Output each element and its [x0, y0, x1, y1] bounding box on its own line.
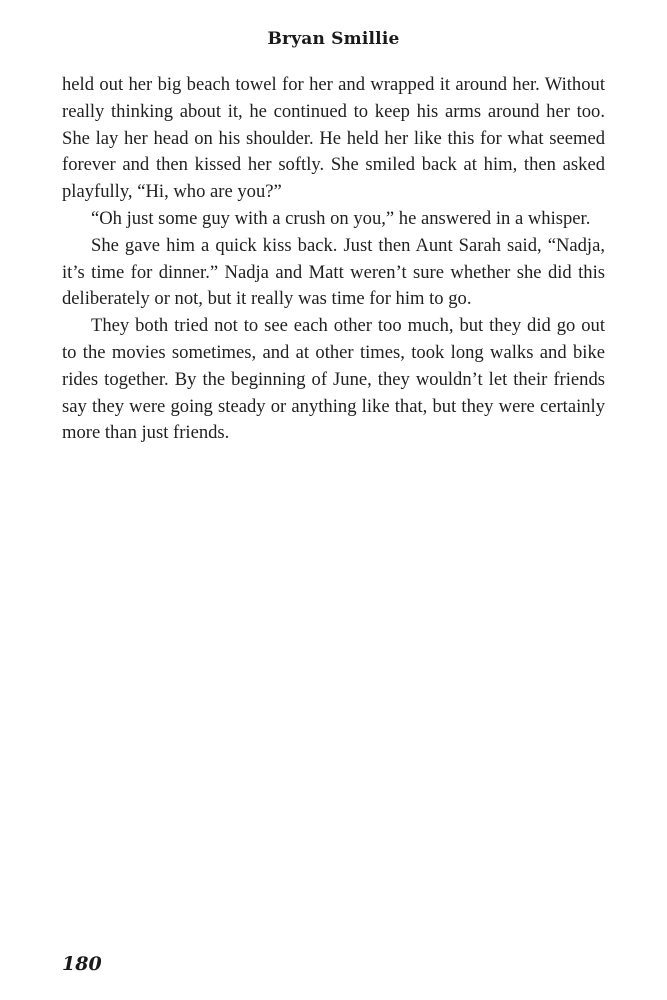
paragraph-continued: held out her big beach towel for her and wrapped it around her. Without really thinking about it, he continued to keep his arms around her too. She lay her head on his shoulder. He held her like this for what seemed forever and then kissed her softly. She smiled back at him, then asked playfully, “Hi, who are you?”: [62, 74, 605, 203]
paragraph: “Oh just some guy with a crush on you,” he answered in a whisper.: [91, 207, 591, 229]
paragraph: She gave him a quick kiss back. Just then Aunt Sarah said, “Nadja, it’s time for dinner.” Nadja and Matt weren’t sure whether she did this deliberately or not, but it really was time for him to go.: [62, 234, 605, 310]
paragraph: They both tried not to see each other too much, but they did go out to the movies sometimes, and at other times, took long walks and bike rides together. By the beginning of June, they wouldn’t let their friends say they were going steady or anything like that, but they were certainly more than just friends.: [62, 315, 605, 444]
running-head-author: Bryan Smillie: [267, 29, 400, 49]
page-number: 180: [62, 953, 102, 975]
page-body: [62, 72, 605, 447]
